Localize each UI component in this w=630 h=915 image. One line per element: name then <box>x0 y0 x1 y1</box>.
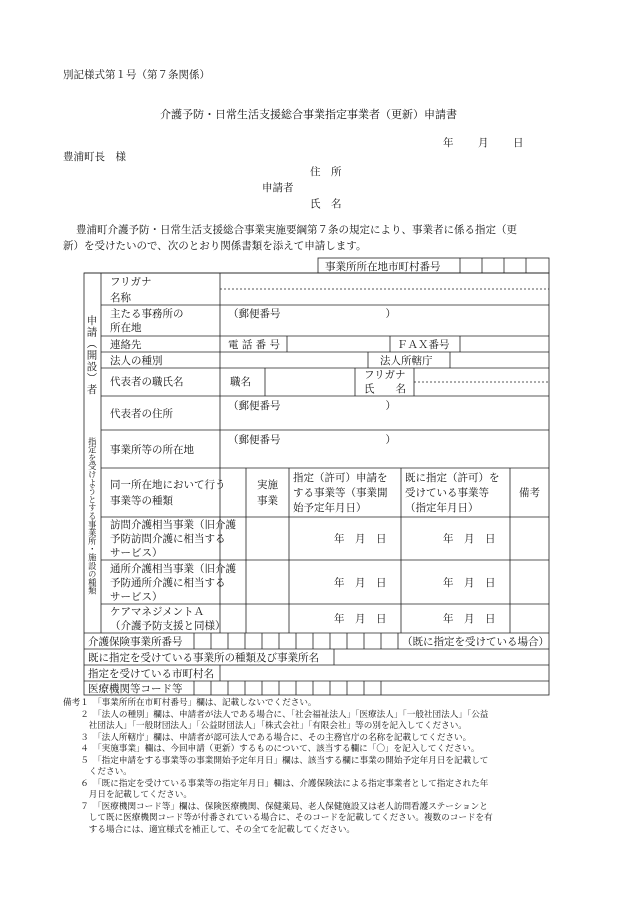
header-notes: 備考 <box>519 487 540 499</box>
fax-label: ＦＡＸ番号 <box>397 339 450 351</box>
facility-section-label: 指定を受けようとする事業所・施設の種類 <box>87 437 98 595</box>
note-1: 備考１ 「事業所所在市町村番号」欄は、記載しないでください。 <box>63 698 317 708</box>
form-id: 別記様式第１号（第７条関係） <box>63 69 210 81</box>
rep-address-label: 代表者の住所 <box>110 408 173 420</box>
municipality-label: 指定を受けている市町村名 <box>88 668 214 680</box>
row-2-existing-date: 年 月 日 <box>443 577 496 589</box>
header-existing-2: 受けている事業等 <box>405 487 489 499</box>
note-3: ３ 「法人所轄庁」欄は、申請者が認可法人である場合に、その主務官庁の名称を記載してください。 <box>63 733 472 743</box>
header-start-1: 指定（許可）申請を <box>293 472 388 484</box>
date-day: 日 <box>513 137 524 149</box>
applicant-address: 住 所 <box>310 166 342 178</box>
date-month: 月 <box>478 137 489 149</box>
contact-label: 連絡先 <box>110 339 142 351</box>
location-code-label: 事業所所在地市町村番号 <box>325 261 441 273</box>
date-year: 年 <box>443 137 454 149</box>
applicant-name: 氏 名 <box>310 198 342 210</box>
applicant-label: 申請者 <box>262 182 294 194</box>
name-label: 名称 <box>110 292 131 304</box>
existing-types-label: 既に指定を受けている事業所の種類及び事業所名 <box>88 652 319 664</box>
row-3-start-date: 年 月 日 <box>334 613 387 625</box>
row-1-label-1: 訪問介護相当事業（旧介護 <box>110 519 236 531</box>
applicant-section-label: 申請（開設）者 <box>85 315 98 396</box>
intro-line-1: 豊浦町介護予防・日常生活支援総合事業実施要綱第７条の規定により、事業者に係る指定（更 <box>76 224 517 236</box>
row-1-label-2: 予防訪問介護に相当する <box>110 533 226 545</box>
header-start-2: する事業等（事業開 <box>293 487 388 499</box>
row-3-existing-date: 年 月 日 <box>443 613 496 625</box>
header-types-2: 事業等の種類 <box>110 495 173 507</box>
intro-line-2: 新）を受けたいので、次のとおり関係書類を添えて申請します。 <box>63 240 367 252</box>
row-2-label-3: サービス） <box>110 591 163 603</box>
facility-postal: （郵便番号 ） <box>228 434 396 446</box>
note-5-cont: ください。 <box>63 767 132 777</box>
rep-name-label: 代表者の職氏名 <box>110 376 184 388</box>
note-6-cont: 月日を記載してください。 <box>63 790 192 800</box>
header-impl-2: 事業 <box>257 495 278 507</box>
office-postal: （郵便番号 ） <box>228 308 396 320</box>
row-3-label-2: （介護予防支援と同様） <box>110 620 226 632</box>
note-4: ４ 「実施事業」欄は、今回申請（更新）するものについて、該当する欄に「〇」を記入してください。 <box>63 744 480 754</box>
note-7: ７ 「医療機関コード等」欄は、保険医療機関、保健薬局、老人保健施設又は老人訪問看護ステーションと <box>63 802 488 812</box>
header-impl-1: 実施 <box>257 479 278 491</box>
note-7-cont-2: する場合には、適宜様式を補正して、その全てを記載してください。 <box>63 825 356 835</box>
office-address-label-2: 所在地 <box>110 322 142 334</box>
insurance-no-label: 介護保険事業所番号 <box>88 636 183 648</box>
row-1-start-date: 年 月 日 <box>334 533 387 545</box>
office-address-label-1: 主たる事務所の <box>110 308 184 320</box>
facility-address-label: 事業所等の所在地 <box>110 444 194 456</box>
row-1-label-3: サービス） <box>110 547 163 559</box>
note-2: ２ 「法人の種別」欄は、申請者が法人である場合に、「社会福祉法人」「医療法人」「一般社団法人」「公益 <box>63 710 489 720</box>
header-types-1: 同一所在地において行う <box>110 479 226 491</box>
corp-authority-label: 法人所轄庁 <box>380 355 433 367</box>
rep-name-kanji-label: 氏 名 <box>364 383 406 395</box>
medical-code-label: 医療機関等コード等 <box>88 683 183 695</box>
insurance-note: （既に指定を受けている場合） <box>402 636 549 648</box>
furigana-label: フリガナ <box>110 276 152 288</box>
note-7-cont-1: して既に医療機関コード等が付番されている場合に、そのコードを記載してください。複数のコードを有 <box>63 813 493 823</box>
row-3-label-1: ケアマネジメントＡ <box>110 606 205 618</box>
rep-postal: （郵便番号 ） <box>228 400 396 412</box>
row-1-existing-date: 年 月 日 <box>443 533 496 545</box>
phone-label: 電 話 番 号 <box>228 339 281 351</box>
row-2-label-1: 通所介護相当事業（旧介護 <box>110 563 236 575</box>
note-2-cont: 社団法人」「一般財団法人」「公益財団法人」「株式会社」「有限会社」等の別を記入してください。 <box>63 721 467 731</box>
note-5: ５ 「指定申請をする事業等の事業開始予定年月日」欄は、該当する欄に事業の開始予定年月日を記載して <box>63 756 489 766</box>
row-2-start-date: 年 月 日 <box>334 577 387 589</box>
note-6: ６ 「既に指定を受けている事業等の指定年月日」欄は、介護保険法による指定事業者として指定された年 <box>63 779 489 789</box>
row-2-label-2: 予防通所介護に相当する <box>110 577 226 589</box>
header-existing-1: 既に指定（許可）を <box>405 472 500 484</box>
rep-furigana-label: フリガナ <box>364 369 406 381</box>
header-existing-3: （指定年月日） <box>405 502 479 514</box>
page-title: 介護予防・日常生活支援総合事業指定事業者（更新）申請書 <box>160 108 457 121</box>
addressee: 豊浦町長 様 <box>63 151 126 163</box>
position-label: 職名 <box>230 376 251 388</box>
corp-type-label: 法人の種別 <box>110 355 163 367</box>
header-start-3: 始予定年月日） <box>293 502 367 514</box>
